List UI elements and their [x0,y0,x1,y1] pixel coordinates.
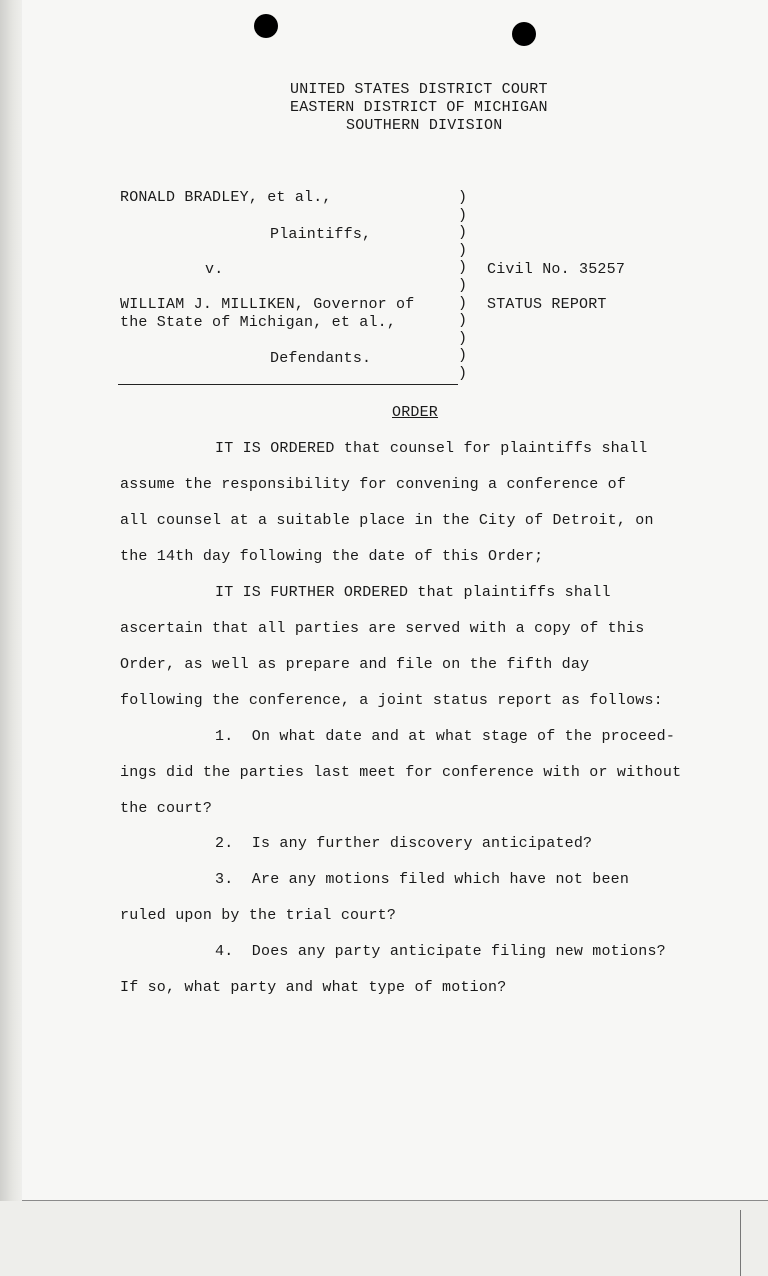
order-line: assume the responsibility for convening a conference of [120,476,627,493]
page-fold-line [740,1210,741,1276]
question-1-cont: ings did the parties last meet for conference with or without [120,764,682,781]
punch-hole-left [254,14,278,38]
question-1: 1. On what date and at what stage of the proceed- [215,728,676,745]
court-district: EASTERN DISTRICT OF MICHIGAN [290,99,548,116]
question-2: 2. Is any further discovery anticipated? [215,835,593,852]
question-4: 4. Does any party anticipate filing new motions? [215,943,666,960]
plaintiff-name: RONALD BRADLEY, et al., [120,189,332,206]
order-line: following the conference, a joint status report as follows: [120,692,663,709]
order-line: Order, as well as prepare and file on the fifth day [120,656,590,673]
question-3-cont: ruled upon by the trial court? [120,907,397,924]
versus: v. [205,261,224,278]
question-4-cont: If so, what party and what type of motion? [120,979,507,996]
defendant-name-line1: WILLIAM J. MILLIKEN, Governor of [120,296,415,313]
question-1-cont: the court? [120,800,213,817]
order-line: IT IS FURTHER ORDERED that plaintiffs shall [215,584,611,601]
civil-number: Civil No. 35257 [487,261,626,278]
defendant-name-line2: the State of Michigan, et al., [120,314,397,331]
question-3: 3. Are any motions filed which have not been [215,871,630,888]
plaintiff-role: Plaintiffs, [270,226,372,243]
court-division: SOUTHERN DIVISION [346,117,503,134]
order-line: IT IS ORDERED that counsel for plaintiffs shall [215,440,648,457]
caption-parentheses: ) ) ) ) ) ) ) ) ) ) ) [458,189,468,382]
order-line: ascertain that all parties are served with a copy of this [120,620,645,637]
order-line: the 14th day following the date of this Order; [120,548,544,565]
defendant-role: Defendants. [270,350,372,367]
page-left-edge [0,0,22,1276]
court-name: UNITED STATES DISTRICT COURT [290,81,548,98]
caption-underline [118,384,458,385]
page-bottom-strip [0,1201,768,1276]
order-line: all counsel at a suitable place in the City of Detroit, on [120,512,654,529]
order-title: ORDER [392,404,439,421]
document-type: STATUS REPORT [487,296,607,313]
punch-hole-right [512,22,536,46]
